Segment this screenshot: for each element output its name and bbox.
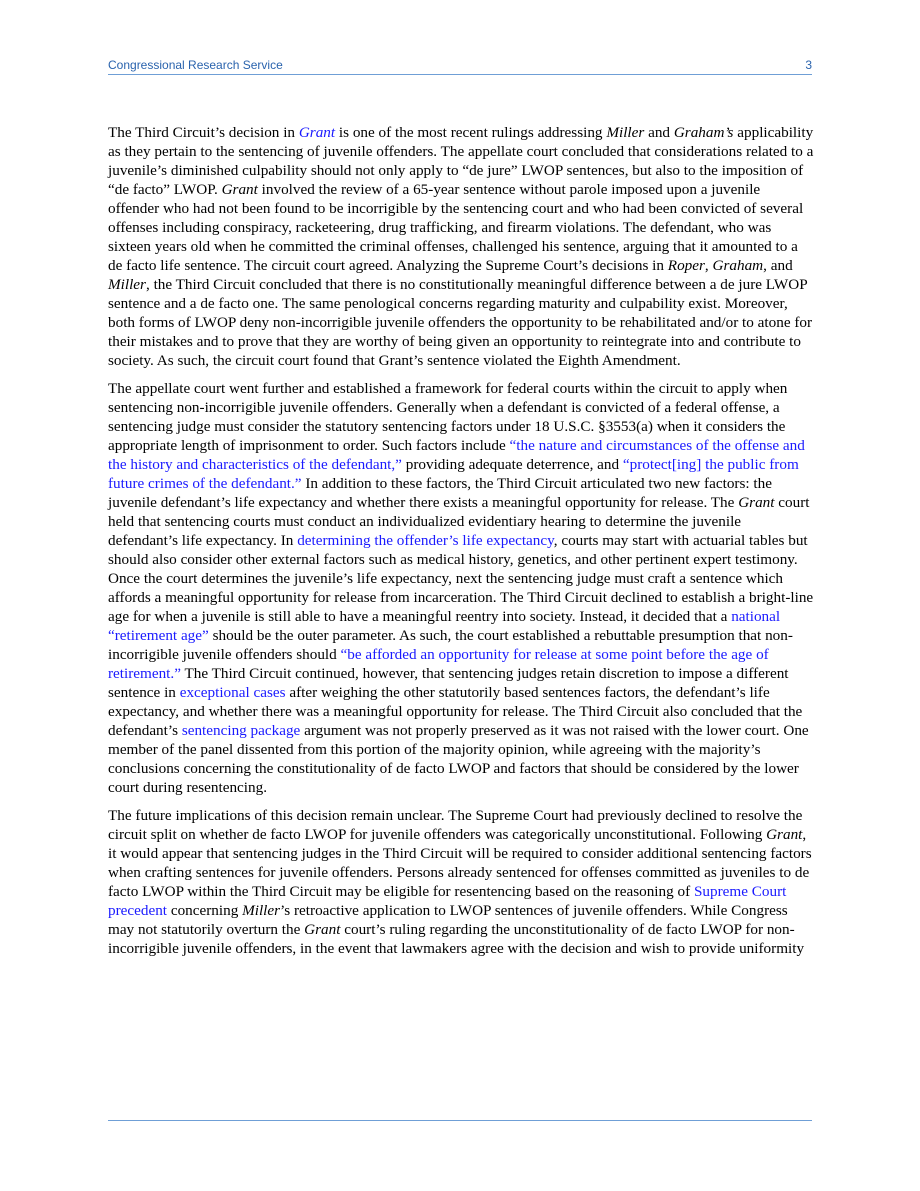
page-number: 3: [805, 58, 812, 72]
text: , courts may start with actuarial tables but should also consider other external factors such as medical history, genetics, and other pertinent expert testimony. Once the court determines the juvenile’s life expectancy, next the sentencing judge must craft a sentence which affords a meaningful opportunity for release from incarceration. The Third Circuit declined to establish a bright-line age for when a juvenile is still able to have a meaningful reentry into society. Instead, it decided that a: [108, 532, 814, 625]
text: The Third Circuit continued, however, that sentencing judges retain discretion to impose a different sentence in: [108, 665, 789, 701]
release-opportunity-link[interactable]: “be afforded an opportunity for release at some point before the age of retirement.”: [108, 646, 769, 682]
text: involved the review of a 65-year sentence without parole imposed upon a juvenile offender who had not been found to be incorrigible by the sentencing court and who had been convicted of several offenses including conspiracy, racketeering, drug trafficking, and firearm violations. The defendant, who was sixteen years old when he committed the criminal offenses, challenged his sentence, arguing that it amounted to a de facto life sentence. The circuit court agreed. Analyzing the Supreme Court’s decisions in: [108, 181, 804, 274]
text: applicability as they pertain to the sentencing of juvenile offenders. The appellate court concluded that considerations related to a juvenile’s diminished culpability should not only apply to “de jure” LWOP sentences, but also to the imposition of “de facto” LWOP.: [108, 124, 814, 198]
case-name: Graham: [712, 257, 764, 274]
paragraph-3: [108, 806, 814, 958]
paragraph-1: [108, 123, 814, 370]
footer-rule: [108, 1120, 812, 1121]
text: ,: [704, 257, 713, 274]
text: providing adequate deterrence, and: [401, 456, 623, 473]
case-name: Graham’s: [673, 124, 734, 141]
text: The future implications of this decision remain unclear. The Supreme Court had previously declined to resolve the circuit split on whether de facto LWOP for juvenile offenders was categorically unconstitutional. Following: [108, 807, 803, 843]
case-name: Grant: [304, 921, 341, 938]
case-name: Roper: [667, 257, 705, 274]
text: , it would appear that sentencing judges in the Third Circuit will be required to consider additional sentencing factors when crafting sentences for juvenile offenders. Persons already sentenced for offenses committed as juveniles to de facto LWOP within the Third Circuit may be eligible for resentencing based on the reasoning of: [108, 826, 812, 900]
organization-name: Congressional Research Service: [108, 58, 283, 72]
text: In addition to these factors, the Third Circuit articulated two new factors: the juvenile defendant’s life expectancy and whether there exists a meaningful opportunity for release. The: [108, 475, 772, 511]
case-name: Grant: [766, 826, 803, 843]
case-name: Miller: [242, 902, 281, 919]
protect-public-link[interactable]: “protect[ing] the public from future crimes of the defendant.”: [108, 456, 799, 492]
text: The appellate court went further and established a framework for federal courts within the circuit to apply when sentencing non-incorrigible juvenile offenders. Generally when a defendant is convicted of a federal offense, a sentencing judge must consider the statutory sentencing factors under 18 U.S.C. §3553(a) when it considers the appropriate length of imprisonment to order. Such factors include: [108, 380, 788, 454]
statute-quote-link[interactable]: “the nature and circumstances of the offense and the history and characteristics of the defendant,”: [108, 437, 805, 473]
text: court’s ruling regarding the unconstitutionality of de facto LWOP for non-incorrigible juvenile offenders, in the event that lawmakers agree with the decision and wish to provide uniformity: [108, 921, 805, 957]
case-name: Miller: [108, 276, 146, 293]
text: concerning: [167, 902, 243, 919]
link-text: Grant: [298, 124, 336, 141]
text: and: [644, 124, 674, 141]
text: should be the outer parameter. As such, the court established a rebuttable presumption that non-incorrigible juvenile offenders should: [108, 627, 793, 663]
grant-case-link[interactable]: [299, 124, 335, 141]
case-name: Grant: [738, 494, 775, 511]
text: , the Third Circuit concluded that there is no constitutionally meaningful difference between a de jure LWOP sentence and a de facto one. The same penological concerns regarding maturity and culpability exist. Moreover, both forms of LWOP deny non-incorrigible juvenile offenders the opportunity to be rehabilitated and/or to atone for their mistakes and to prove that they are worthy of being given an opportunity to reintegrate into and contribute to society. As such, the circuit court found that Grant’s sentence violated the Eighth Amendment.: [108, 276, 813, 369]
page-header: [108, 58, 812, 74]
text: argument was not properly preserved as it was not raised with the lower court. One member of the panel dissented from this portion of the majority opinion, while agreeing with the majority’s conclusions concerning the constitutionality of de facto LWOP and factors that should be considered by the lower court during resentencing.: [108, 722, 809, 796]
case-name: Miller: [606, 124, 645, 141]
text: is one of the most recent rulings addressing: [335, 124, 607, 141]
sentencing-package-link[interactable]: sentencing package: [181, 722, 301, 739]
text: The Third Circuit’s decision in: [108, 124, 299, 141]
text: court held that sentencing courts must conduct an individualized evidentiary hearing to determine the juvenile defendant’s life expectancy. In: [108, 494, 810, 549]
life-expectancy-link[interactable]: determining the offender’s life expectancy: [297, 532, 554, 549]
text: ’s retroactive application to LWOP sentences of juvenile offenders. While Congress may not statutorily overturn the: [108, 902, 788, 938]
exceptional-cases-link[interactable]: exceptional cases: [179, 684, 286, 701]
case-name: Grant: [221, 181, 258, 198]
paragraph-2: [108, 379, 814, 797]
retirement-age-link[interactable]: national “retirement age”: [108, 608, 781, 644]
header-rule: [108, 74, 812, 75]
text: after weighing the other statutorily based sentences factors, the defendant’s life expectancy, and whether there was a meaningful opportunity for release. The Third Circuit also concluded that the defendant’s: [108, 684, 803, 739]
supreme-court-precedent-link[interactable]: Supreme Court precedent: [108, 883, 787, 919]
document-body: [108, 123, 814, 967]
text: , and: [763, 257, 793, 274]
